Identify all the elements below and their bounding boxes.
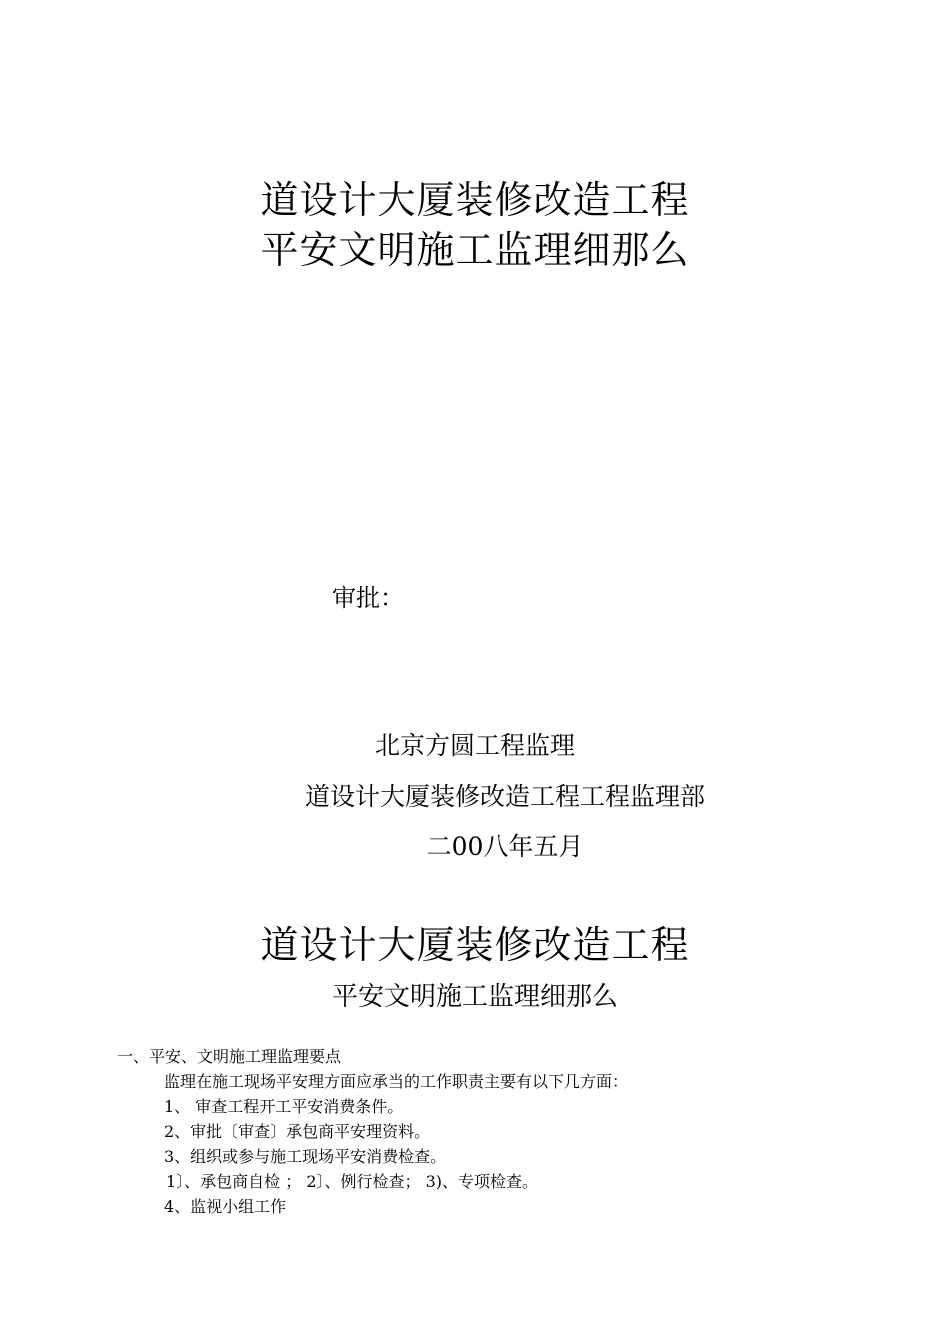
content-title: 道设计大厦装修改造工程 <box>260 923 690 967</box>
approval-label: 审批： <box>332 584 404 612</box>
cover-title-line2: 平安文明施工监理细那么 <box>260 228 690 272</box>
department-name: 道设计大厦装修改造工程工程监理部 <box>304 782 705 811</box>
list-item: 1、 审查工程开工平安消费条件。 <box>164 1097 404 1116</box>
list-item: 4、监视小组工作 <box>164 1197 287 1216</box>
list-item: 1〕、承包商自检 ； 2〕、例行检查； 3)、专项检查。 <box>166 1172 539 1191</box>
content-subtitle: 平安文明施工监理细那么 <box>331 982 618 1012</box>
company-name: 北京方圆工程监理 <box>374 731 575 760</box>
cover-date: 二00八年五月 <box>426 832 584 861</box>
section-heading: 一、平安、文明施工理监理要点 <box>117 1047 342 1066</box>
list-item: 2、审批〔审查〕承包商平安理资料。 <box>164 1122 431 1141</box>
list-item: 3、组织或参与施工现场平安消费检查。 <box>164 1147 447 1166</box>
cover-title-line1: 道设计大厦装修改造工程 <box>260 178 690 222</box>
intro-paragraph: 监理在施工现场平安理方面应承当的工作职责主要有以下几方面： <box>164 1072 629 1091</box>
